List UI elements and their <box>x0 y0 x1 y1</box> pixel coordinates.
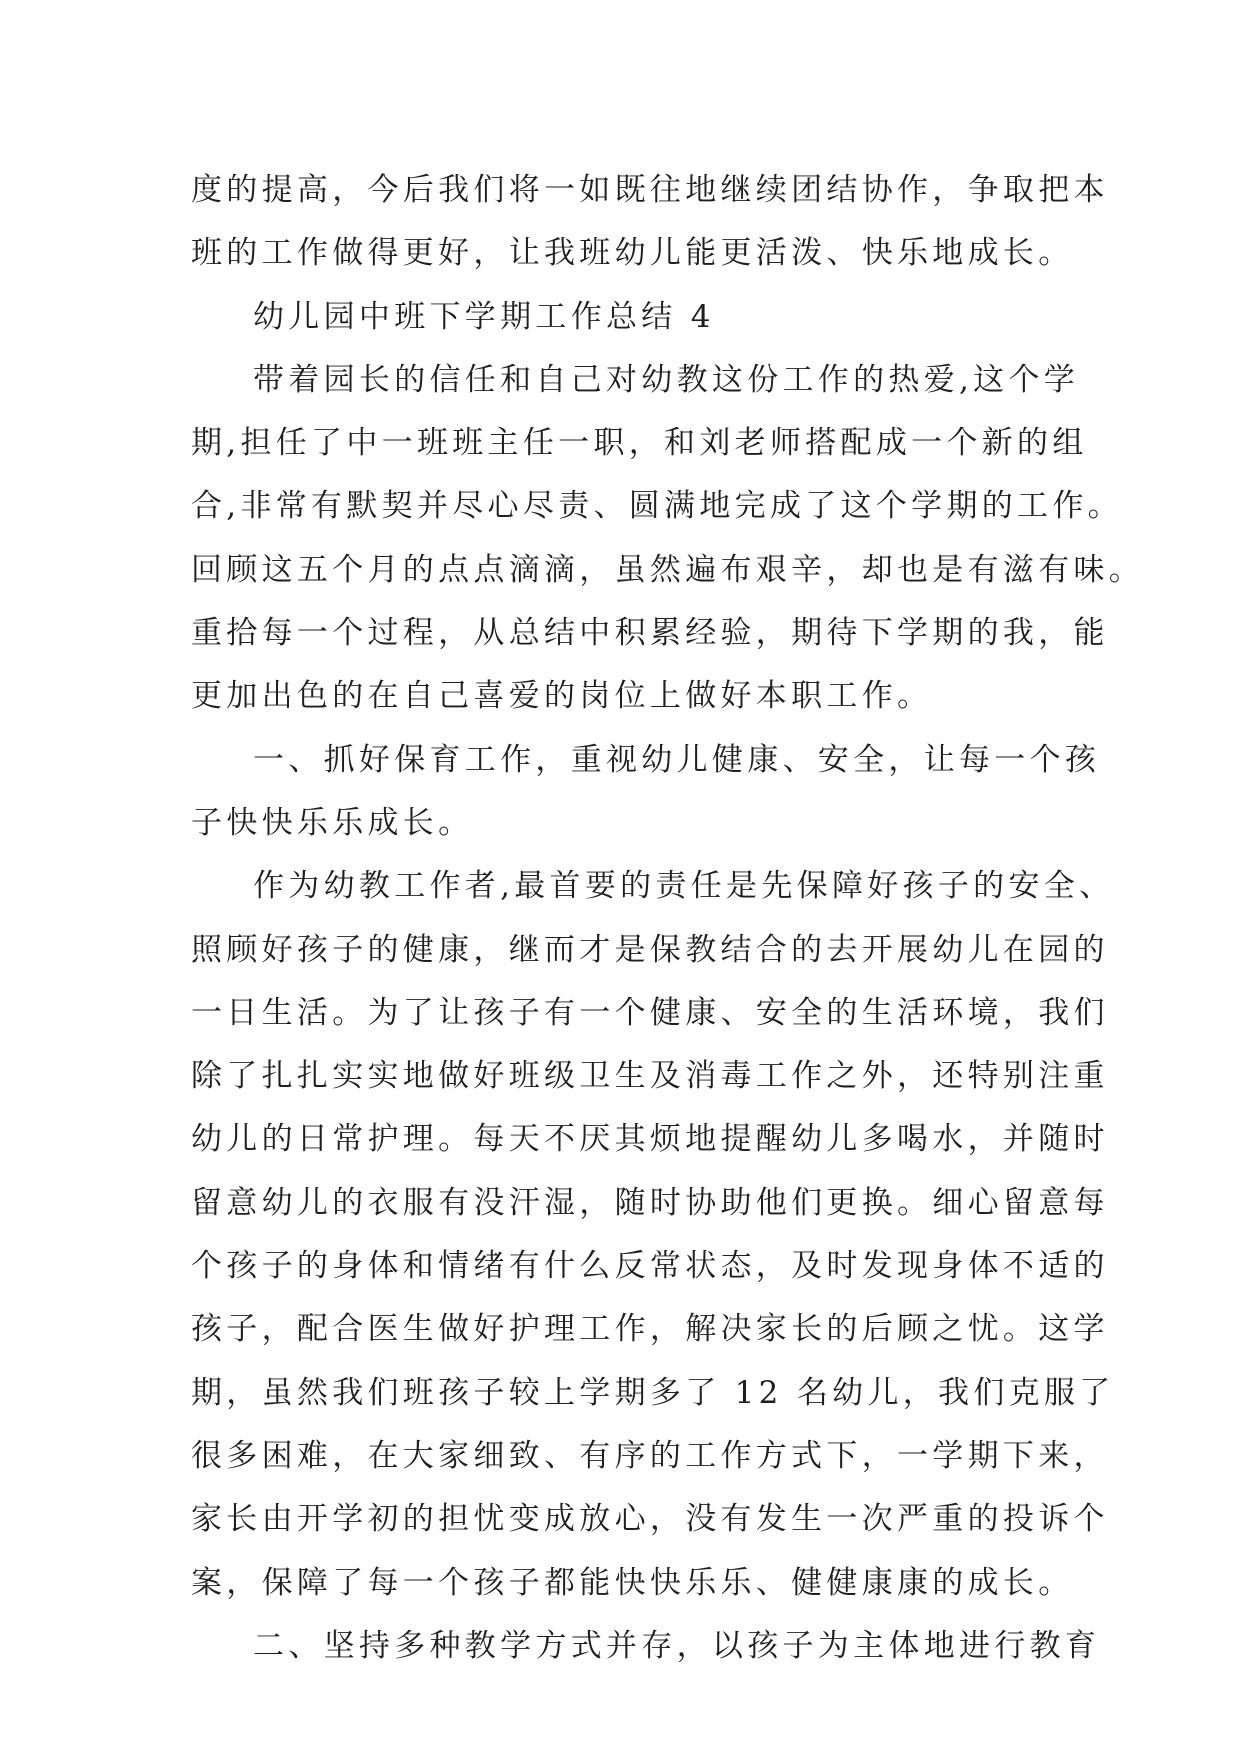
text-line: 一日生活。为了让孩子有一个健康、安全的生活环境，我们 <box>191 994 1109 1031</box>
section-heading: 幼儿园中班下学期工作总结 4 <box>253 298 715 335</box>
text-line: 更加出色的在自己喜爱的岗位上做好本职工作。 <box>191 678 933 715</box>
subheading-line: 二、坚持多种教学方式并存，以孩子为主体地进行教育 <box>253 1627 1101 1664</box>
text-line: 除了扎扎实实地做好班级卫生及消毒工作之外，还特别注重 <box>191 1058 1109 1095</box>
text-line: 重拾每一个过程，从总结中积累经验，期待下学期的我，能 <box>191 615 1109 652</box>
subheading-line: 子快快乐乐成长。 <box>191 804 474 841</box>
text-line: 合,非常有默契并尽心尽责、圆满地完成了这个学期的工作。 <box>191 488 1123 525</box>
text-line: 期,担任了中一班班主任一职，和刘老师搭配成一个新的组 <box>191 425 1088 462</box>
text-line: 幼儿的日常护理。每天不厌其烦地提醒幼儿多喝水，并随时 <box>191 1121 1109 1158</box>
text-line: 家长由开学初的担忧变成放心，没有发生一次严重的投诉个 <box>191 1501 1109 1538</box>
text-line: 个孩子的身体和情绪有什么反常状态，及时发现身体不适的 <box>191 1248 1109 1285</box>
text-line: 带着园长的信任和自己对幼教这份工作的热爱,这个学 <box>253 361 1080 398</box>
text-line: 留意幼儿的衣服有没汗湿，随时协助他们更换。细心留意每 <box>191 1184 1109 1221</box>
text-line: 照顾好孩子的健康，继而才是保教结合的去开展幼儿在园的 <box>191 931 1109 968</box>
document-body <box>191 159 1145 1678</box>
text-line: 案，保障了每一个孩子都能快快乐乐、健健康康的成长。 <box>191 1564 1074 1601</box>
subheading-line: 一、抓好保育工作，重视幼儿健康、安全，让每一个孩 <box>253 741 1101 778</box>
text-line: 孩子，配合医生做好护理工作，解决家长的后顾之忧。这学 <box>191 1311 1109 1348</box>
text-line: 很多困难，在大家细致、有序的工作方式下，一学期下来， <box>191 1437 1109 1474</box>
text-line: 班的工作做得更好，让我班幼儿能更活泼、快乐地成长。 <box>191 235 1074 272</box>
text-line: 作为幼教工作者,最首要的责任是先保障好孩子的安全、 <box>253 868 1115 905</box>
text-line: 回顾这五个月的点点滴滴，虽然遍布艰辛，却也是有滋有味。 <box>191 551 1145 588</box>
text-line: 期，虽然我们班孩子较上学期多了 12 名幼儿，我们克服了 <box>191 1374 1115 1411</box>
text-line: 度的提高，今后我们将一如既往地继续团结协作，争取把本 <box>191 172 1109 208</box>
